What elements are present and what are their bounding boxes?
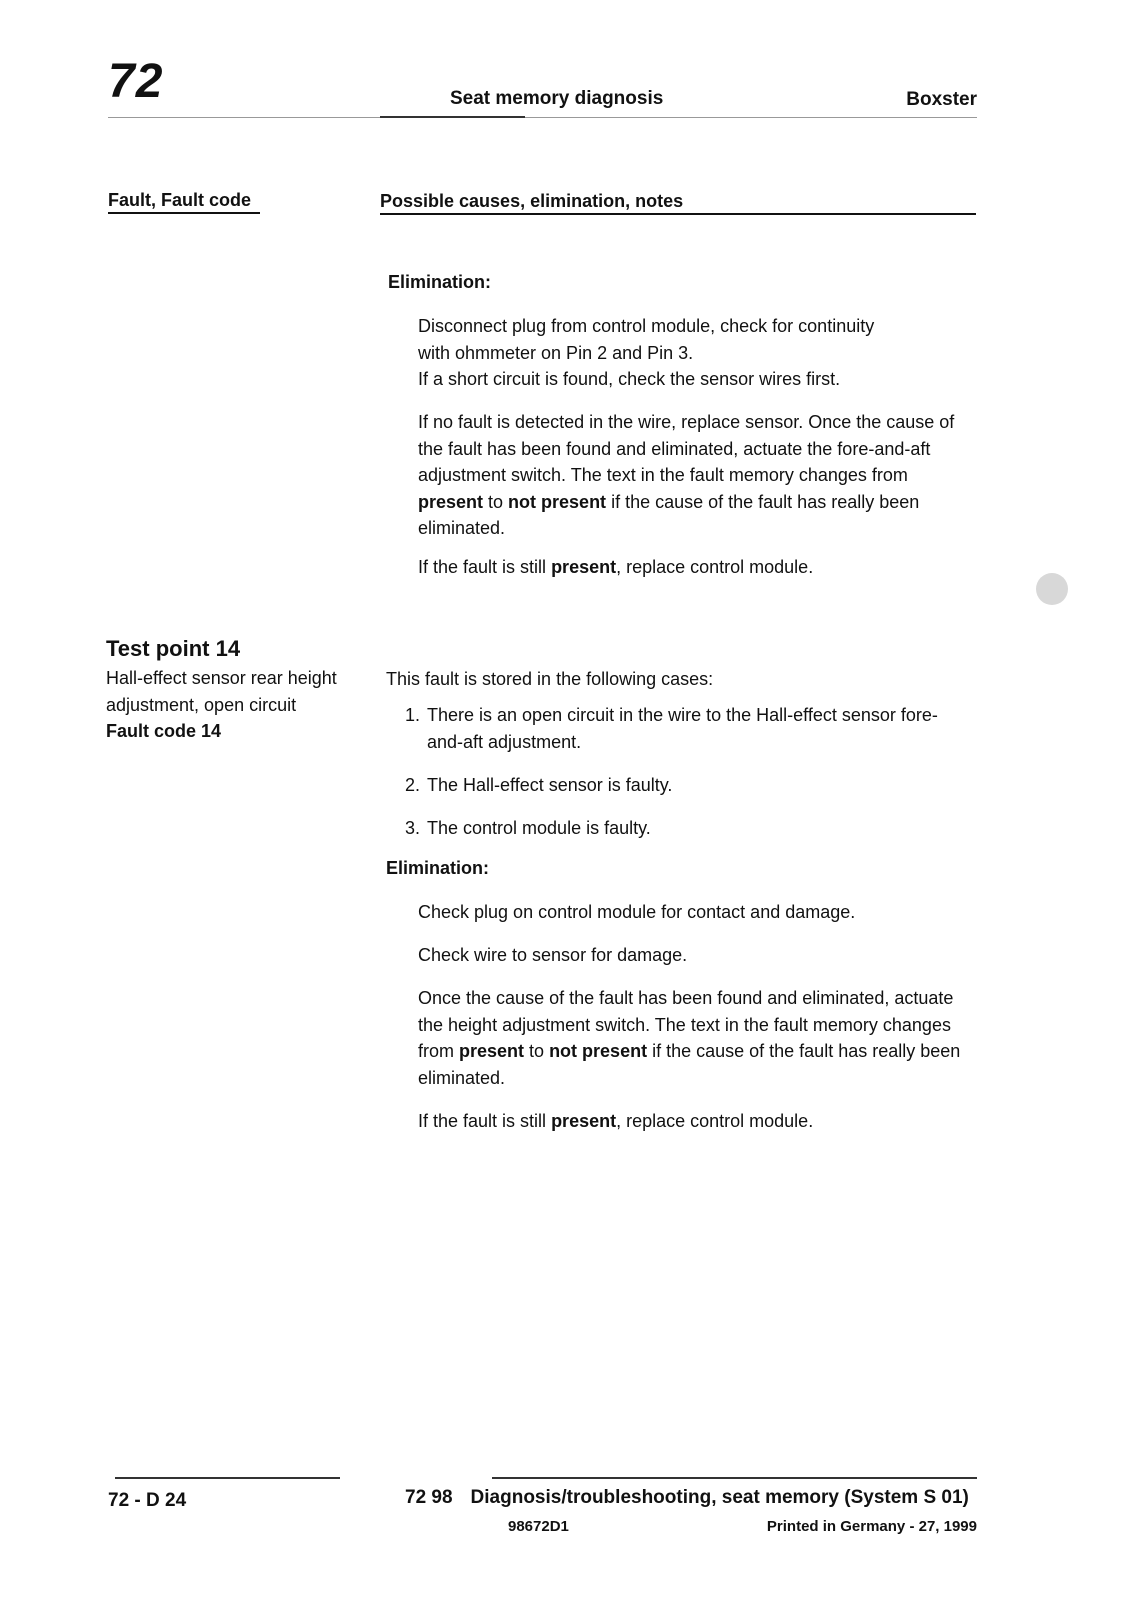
section2-p3-present: present bbox=[459, 1041, 525, 1061]
section2-paragraph-4 bbox=[418, 1108, 978, 1135]
section1-p1-line3: If a short circuit is found, check the sensor wires first. bbox=[418, 369, 841, 389]
footer-rule-right bbox=[492, 1477, 977, 1479]
header-rule bbox=[108, 117, 977, 118]
list-item-number: 1. bbox=[405, 705, 421, 725]
elimination-heading-1: Elimination: bbox=[388, 272, 491, 292]
section1-p3-text-a: If the fault is still bbox=[418, 557, 552, 577]
test-point-desc-line1: Hall-effect sensor rear height bbox=[106, 668, 337, 688]
test-point-title: Test point 14 bbox=[106, 636, 241, 661]
section1-p3-present: present bbox=[551, 557, 617, 577]
section1-p3-text-c: , replace control module. bbox=[616, 557, 814, 577]
chapter-number: 72 bbox=[108, 55, 164, 108]
footer-doc-title: Diagnosis/troubleshooting, seat memory (System S 01) bbox=[470, 1487, 969, 1508]
section1-p2-not-present: not present bbox=[508, 491, 607, 512]
section1-p1-line2: with ohmmeter on Pin 2 and Pin 3. bbox=[418, 342, 694, 363]
test-point-description bbox=[106, 665, 366, 745]
footer-printed: Printed in Germany - 27, 1999 bbox=[766, 1518, 977, 1535]
elimination-heading-2: Elimination: bbox=[386, 858, 489, 878]
list-item bbox=[405, 702, 965, 755]
section1-p2-text-c: to bbox=[483, 491, 509, 512]
list-item-text: The Hall-effect sensor is faulty. bbox=[427, 775, 673, 795]
header-title: Seat memory diagnosis bbox=[450, 88, 664, 109]
list-item-text: The control module is faulty. bbox=[427, 818, 651, 838]
section2-p4-text-a: If the fault is still bbox=[418, 1111, 552, 1131]
footer-code: 98672D1 bbox=[508, 1518, 569, 1535]
list-item-number: 2. bbox=[405, 775, 421, 795]
test-point-desc-line2: adjustment, open circuit bbox=[106, 694, 297, 715]
footer-rule-left bbox=[115, 1477, 340, 1479]
list-item-number: 3. bbox=[405, 818, 421, 838]
column-heading-fault: Fault, Fault code bbox=[108, 190, 260, 214]
section2-paragraph-3 bbox=[418, 985, 973, 1091]
section2-p3-not-present: not present bbox=[549, 1041, 648, 1061]
list-item bbox=[405, 772, 965, 799]
footer-doc-number: 72 98 bbox=[405, 1487, 453, 1508]
header-model: Boxster bbox=[906, 89, 977, 110]
fault-code: Fault code 14 bbox=[106, 721, 222, 741]
column-heading-causes: Possible causes, elimination, notes bbox=[380, 191, 976, 215]
header-rule-accent bbox=[380, 116, 525, 118]
section1-p1-line1: Disconnect plug from control module, check for continuity bbox=[418, 316, 875, 336]
section1-paragraph-2 bbox=[418, 409, 973, 542]
section2-p4-text-c: , replace control module. bbox=[616, 1111, 814, 1131]
section1-p2-text-e: if the cause of the fault has really been eliminated. bbox=[418, 491, 920, 538]
section1-p2-present: present bbox=[418, 491, 484, 512]
section2-paragraph-2: Check wire to sensor for damage. bbox=[418, 945, 688, 965]
list-item-text: There is an open circuit in the wire to the Hall-effect sensor fore-and-aft adjustment. bbox=[427, 705, 938, 752]
section2-paragraph-1: Check plug on control module for contact and damage. bbox=[418, 902, 856, 922]
footer-document bbox=[405, 1487, 969, 1509]
footer-page-number: 72 - D 24 bbox=[108, 1490, 187, 1511]
section2-p4-present: present bbox=[551, 1111, 617, 1131]
section1-p2-text-a: If no fault is detected in the wire, replace sensor. Once the cause of the fault has been found and eliminated, actuate the fore-and-aft adjustment switch. The text in the fault memory changes from bbox=[418, 412, 955, 485]
section2-intro: This fault is stored in the following cases: bbox=[386, 669, 714, 689]
section2-p3-text-c: to bbox=[524, 1041, 550, 1061]
section2-p3-text-e: if the cause of the fault has really been eliminated. bbox=[418, 1041, 961, 1088]
section2-p3-text-a: Once the cause of the fault has been found and eliminated, actuate the height adjustment switch. The text in the fault memory changes from bbox=[418, 988, 954, 1061]
section1-paragraph-3 bbox=[418, 554, 978, 581]
punch-hole bbox=[1036, 573, 1068, 605]
list-item bbox=[405, 815, 965, 842]
section1-paragraph-1 bbox=[418, 313, 978, 393]
